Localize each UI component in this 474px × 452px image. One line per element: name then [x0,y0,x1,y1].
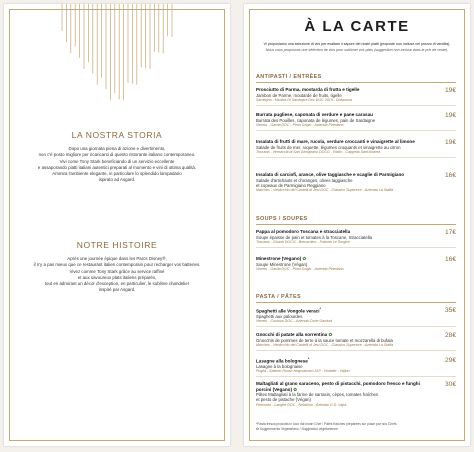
leaf-icon: ✿ [293,386,298,392]
item-price: 16€ [444,256,456,263]
divider [256,105,456,106]
item-price: 19€ [444,112,456,119]
item-price: 35€ [444,307,456,314]
divider [256,350,456,351]
intro-french: Nous vous proposons une sélection de vins pour sublimer vos plats (suggestion non incluse dans le prix de vente). [265,48,449,52]
item-description: et pesto de pistache (Végan) [256,397,311,403]
item-name-text: Maltagliati al grano saraceno, pesto di pistacchi, pomodoro fresco e funghi porcini (Vegano) [256,381,420,392]
item-price: 29€ [444,357,456,364]
story-line: Vivi come Tony Stark beneficiando di un servizio eccellente [59,158,175,164]
divider [256,247,456,248]
item-name: Insalata di frutti di mare, rucola, verdure croccanti e vinaigrette al limone [256,139,415,144]
story-line: ispirato ad Asgard. [98,177,136,183]
item-price: 28€ [444,332,456,339]
page-title: À LA CARTE [304,18,410,35]
menu-item [256,381,456,408]
divider [256,326,456,327]
history-line: Vivez comme Tony Stark grâce au service raffiné [69,268,165,274]
item-price: 19€ [444,139,456,146]
story-line: e assaporando piatti italiani autentici preparati al momento e vini di ottima qualità. [37,164,197,170]
divider [256,376,456,377]
menu-right-page [244,4,470,446]
art-deco-ornament [4,4,230,124]
footnote-vegetarian [256,427,456,432]
item-description: et copeaux de Parmigiano Reggiano [256,182,326,188]
section-title-pasta: PASTA / PÂTES [256,294,456,303]
story-line: Ammira l'ambiente elegante, in particolare lo splendido lampadario [52,171,182,177]
item-price: 19€ [444,87,456,94]
item-name-text: Spaghetti alle Vongole veraci [256,308,320,314]
history-line: tout en admirant un décor d'exception, en particulier, le sublime chandelier [44,281,190,287]
item-description: Salade d'artichauts et d'oranges, olives taggiasche [256,177,353,183]
fresh-pasta-marker: * [307,357,310,361]
item-price: 17€ [444,229,456,236]
menu-item [256,229,456,245]
item-wine-pairing: Puglia - Salento Rosso Negroamaro IGP - Vinilatte - Vallun [256,369,350,374]
item-wine-pairing: Toscana - Chianti DOCG - Bernardino - Fattoria Le Sorgive [256,239,350,244]
menu-item [256,112,456,128]
menu-item [256,256,456,272]
asterisk-icon: * [256,422,258,426]
item-name: Insalata di carciofi, arance, olive taggiasche e scaglie di Parmigiano [256,172,405,177]
item-description: Gnocchis de pommes de terre à la sauce tomate et mozzarella di bufala [256,337,393,343]
story-title: LA NOSTRA STORIA [71,130,163,140]
divider [256,130,456,131]
item-price: 16€ [444,172,456,179]
item-wine-pairing: Marches - Verdicchio dei Castelli di Jesi DOC - Classico Superiore - Azienda La Staffa [256,188,394,192]
item-wine-pairing: Veneto - Garda DOC - Pinot Grigio - Azienda Pinedano [256,122,344,127]
menu-left-page [4,4,230,446]
item-wine-pairing: Sardegna - Monica Di Sardegna Doc DOC 2019 - Dolianova [256,97,352,102]
section-title-antipasti: ANTIPASTI / ENTRÉES [256,74,456,83]
history-line: et aux savoureux plats italiens préparés, [77,274,157,280]
leaf-icon: ✿ [302,256,307,261]
menu-item [256,357,456,374]
section-title-soups: SOUPS / SOUPES [256,216,456,225]
story-line: Dopo una giornata piena di azione e divertimento, [68,146,166,151]
item-description: Burrata des Pouilles, caponata de légumes, pain de Sardaigne [256,117,376,123]
item-name [256,381,436,392]
item-description: Spaghetti aux palourdes [256,314,303,320]
history-line: Après une journée épique dans les Parcs Disney®, [67,256,167,261]
item-wine-pairing: Veneto - Custoza DOC - Azienda Corte Gardoni [256,319,333,324]
menu-item [256,87,456,103]
item-name: Prosciutto di Parma, mostarda di frutta e tigelle [256,87,360,92]
item-description: Lasagne à la bolognaise [256,364,303,370]
menu-item [256,307,456,324]
item-name: Burrata pugliese, caponata di verdure e pane carasau [256,112,373,117]
fresh-pasta-marker: * [319,307,321,311]
history-line: il n'y a pas mieux que ce restaurant italien contemporain pour recharger vos batteries. [33,262,201,268]
item-wine-pairing: Toscana - Vernaccia di San Gimignano DOCG - Rialto - Cappella Sant'Andrea [256,149,381,154]
footnote-text: Suggerimento Vegetariano / Suggestion végétarienne [259,426,338,431]
item-name-text: Lasagne alla bolognese [256,358,308,364]
item-wine-pairing: Piemonte - Langhe DOC - Nebbiolo - Azienda G.D. Vajra [256,402,347,407]
item-description: Soupe épaisse de pain et tomates à la Toscane, Stracciatella [256,234,373,240]
history-title: NOTRE HISTOIRE [76,240,158,250]
history-line: inspiré par Asgard. [98,287,136,293]
item-wine-pairing: Marches - Verdicchio dei Castelli di Jesi DOC - Classico Superiore - Azienda La Staffa [256,342,394,347]
menu-item [256,139,456,155]
footnotes [256,422,456,431]
history-text [28,256,206,294]
item-description: Soupe Minestrone (Végan) [256,261,308,267]
item-wine-pairing: Veneto - Garda DOC - Pinot Grigio - Azienda Pinedano [256,266,344,271]
leaf-icon: ✿ [328,332,333,337]
menu-item [256,332,456,348]
item-name-text: Minestrone (Vegano) [256,256,302,261]
story-line: non c'è posto migliore per ricaricarsi di questo ristorante italiano contemporaneo. [38,152,196,158]
divider [256,157,456,158]
item-description: Jambon de Parme, moutarde de fruits, tigelle [256,92,342,98]
leaf-icon: ✿ [256,426,259,431]
item-name-text: Gnocchi di patate alla sorrentina [256,332,328,337]
item-description: Salade de fruits de mer, roquette, légumes croquants et vinaigrette au citron [256,144,401,150]
item-description: Pâtes Maltagliati à la farine de sarrasin, cèpes, tomates fraîches [256,392,379,398]
menu-item [256,172,456,193]
footnote-text: Pasta fresca prodotta in loco dai nostri Chef / Pâtes fraîches préparées sur place par nos Chefs [257,422,397,426]
item-name [256,307,436,314]
item-name [256,357,436,364]
item-price: 30€ [444,381,456,388]
story-text [28,146,206,184]
item-name: Pappa al pomodoro Toscana e stracciatella [256,229,351,234]
intro-italian: Vi proponiamo una selezione di vini per esaltare il sapore dei nostri piatti (proposte non incluse nel prezzo di vendita). [263,42,451,46]
